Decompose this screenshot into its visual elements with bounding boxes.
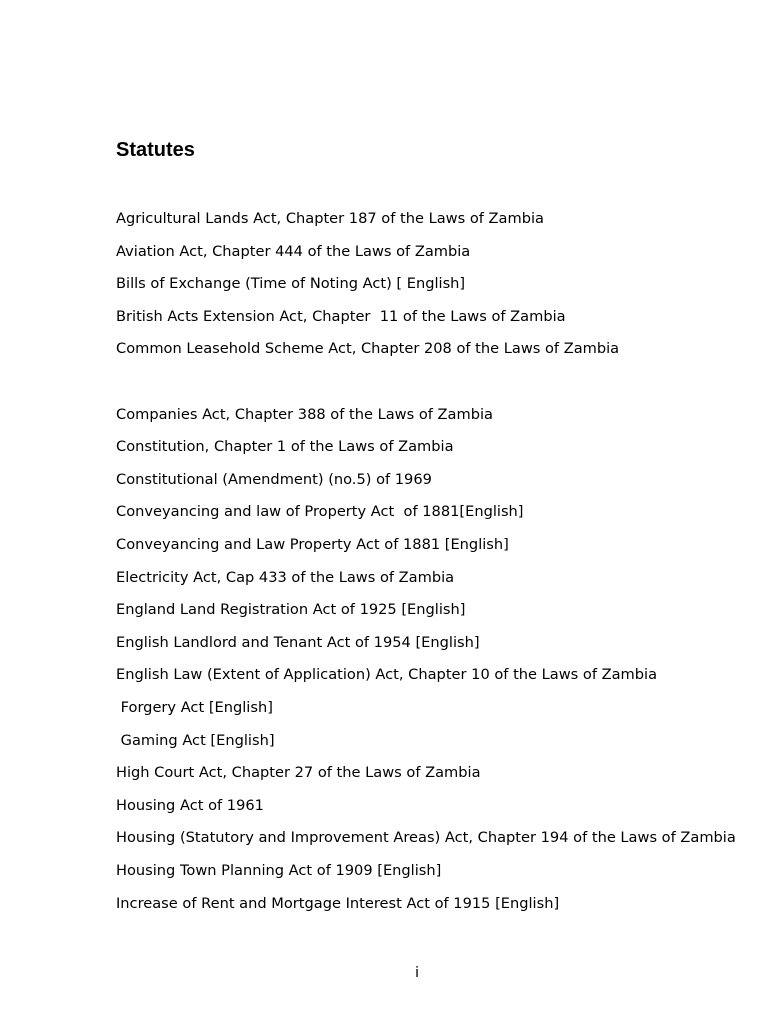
list-item: Bills of Exchange (Time of Noting Act) [ English] [116, 275, 466, 293]
list-item: Conveyancing and Law Property Act of 1881 [English] [116, 536, 509, 554]
list-item: Gaming Act [English] [116, 731, 275, 749]
list-item: Forgery Act [English] [116, 699, 273, 716]
list-item: English Law (Extent of Application) Act, Chapter 10 of the Laws of Zambia [116, 666, 658, 684]
list-item: Housing (Statutory and Improvement Areas) Act, Chapter 194 of the Laws of Zambia [116, 829, 736, 847]
list-item: Constitutional (Amendment) (no.5) of 1969 [116, 470, 432, 488]
list-item: Constitution, Chapter 1 of the Laws of Zambia [116, 438, 454, 456]
list-item: High Court Act, Chapter 27 of the Laws of Zambia [116, 764, 481, 782]
page-number: i [414, 964, 420, 981]
statute-list [116, 208, 766, 925]
list-item: British Acts Extension Act, Chapter 11 of the Laws of Zambia [116, 307, 566, 325]
list-item: Companies Act, Chapter 388 of the Laws of Zambia [116, 405, 493, 423]
list-item: Agricultural Lands Act, Chapter 187 of the Laws of Zambia [116, 210, 544, 227]
list-item: Housing Town Planning Act of 1909 [English] [116, 861, 442, 879]
list-item: Conveyancing and law of Property Act of 1881[English] [116, 503, 524, 521]
list-item: English Landlord and Tenant Act of 1954 [English] [116, 633, 480, 651]
list-item: England Land Registration Act of 1925 [English] [116, 601, 466, 619]
list-item: Common Leasehold Scheme Act, Chapter 208 of the Laws of Zambia [116, 340, 620, 358]
page-title: Statutes [116, 139, 195, 161]
list-item: Housing Act of 1961 [116, 796, 264, 814]
list-item: Aviation Act, Chapter 444 of the Laws of Zambia [116, 242, 471, 260]
list-item: Increase of Rent and Mortgage Interest Act of 1915 [English] [116, 894, 560, 912]
list-item: Electricity Act, Cap 433 of the Laws of Zambia [116, 568, 455, 586]
